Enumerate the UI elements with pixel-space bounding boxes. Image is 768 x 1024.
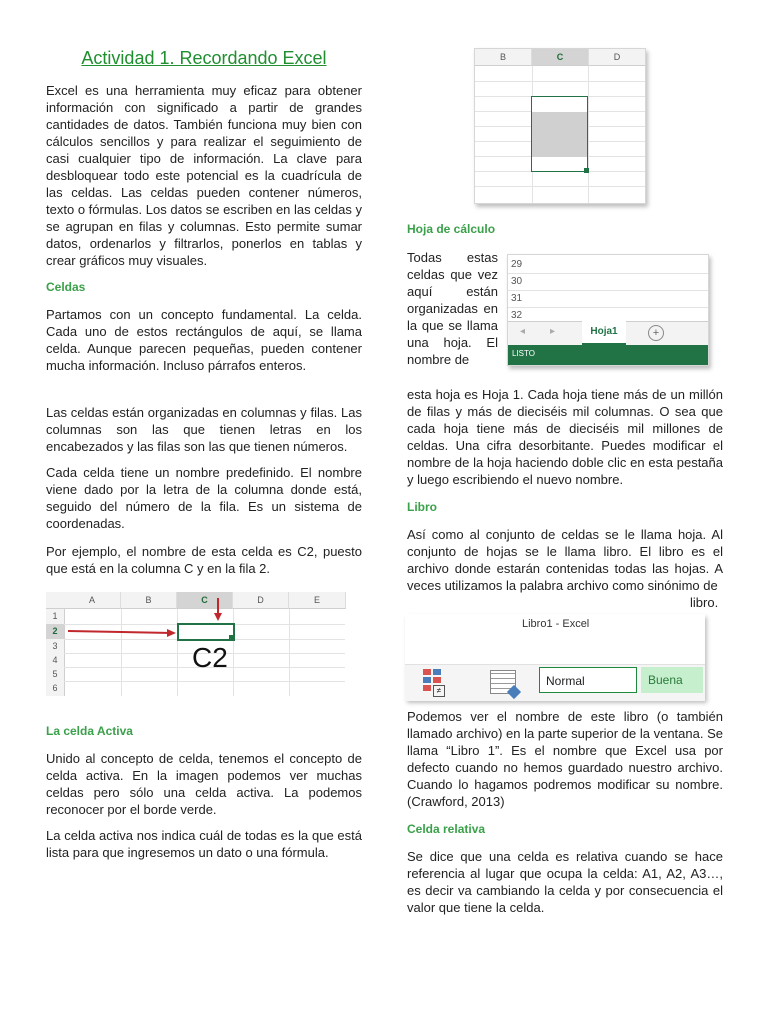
sheet-tab-figure [507,254,709,366]
heading-celdas: Celdas [46,280,86,294]
intro-paragraph: Excel es una herramienta muy eficaz para obtener información con significado a partir de grandes cantidades de datos. También funciona muy bien con cálculos sencillos y para realizar el seguimiento de casi cualquier tipo de información. La clave para desbloquear todo este potencial es la cuadrícula de las celdas. Las celdas pueden contener números, texto o fórmulas. Los datos se escriben en las celdas y se agrupan en filas y columnas. Esto permite sumar datos, ordenarlos y filtrarlos, ponerlos en tablas y crear gráficos muy visuales. [46,83,362,268]
heading-libro: Libro [407,500,437,514]
status-text: LISTO [512,349,535,358]
hoja-paragraph-rest: esta hoja es Hoja 1. Cada hoja tiene más de un millón de filas y más de dieciséis mil columnas. O sea que cada hoja tiene más de dieciséis mil millones de celdas. Una cifra desorbitante. Puedes modificar el nombre de la hoja haciendo doble clic en esta pestaña y luego escribiendo el nuevo nombre. [407,387,723,487]
row-header-29: 29 [508,257,529,273]
column-header-d: D [233,592,289,609]
scroll-left-icon[interactable]: ◂ [520,326,526,337]
celdas-paragraph-4: Por ejemplo, el nombre de esta celda es C2, puesto que está en la columna C y en la fila 2. [46,544,362,576]
c2-cell-figure [46,592,358,696]
column-header-c: C [532,49,589,66]
row-header-1: 1 [46,609,65,624]
c2-label: C2 [192,642,228,673]
celdas-paragraph-1: Partamos con un concepto fundamental. La celda. Cada uno de estos rectángulos de aquí, se llama celda. Aunque parecen pequeñas, pueden contener mucha información. Incluso párrafos enteros. [46,307,362,373]
page-title: Actividad 1. Recordando Excel [81,48,327,68]
style-normal[interactable] [539,667,637,693]
style-buena[interactable] [641,667,703,693]
column-header-b: B [475,49,532,66]
column-header-e: E [289,592,346,609]
add-sheet-icon[interactable]: + [648,325,664,341]
celdas-paragraph-3: Cada celda tiene un nombre predefinido. El nombre viene dado por la letra de la columna donde está, seguido del número de la fila. Es un sistema de coordenadas. [46,465,362,531]
row-header-31: 31 [508,291,529,307]
selected-range-figure [474,48,646,204]
libro-window-figure [405,614,705,700]
libro-paragraph-2: Podemos ver el nombre de este libro (o también llamado archivo) en la parte superior de la ventana. Se llama “Libro 1”. Es el nombre que Excel usa por defecto cuando no hemos guardado nuestro archivo. Cuando lo hagamos podremos modificar su nombre. (Crawford, 2013) [407,709,723,809]
row-header-2: 2 [46,624,65,639]
status-bar [508,345,708,365]
libro-paragraph-1: Así como al conjunto de celdas se le llama hoja. Al conjunto de hojas se le llama libro. El libro es el archivo donde estarán contenidas todas las hojas. A veces utilizamos la palabra archivo como sinónimo de [407,527,723,593]
heading-celda-relativa: Celda relativa [407,822,486,836]
style-buena-label: Buena [648,673,683,687]
activa-paragraph-1: Unido al concepto de celda, tenemos el concepto de celda activa. En la imagen podemos ver muchas celdas pero sólo una celda activa. La podemos reconocer por el borde verde. [46,751,362,817]
hoja-paragraph-side: Todas estas celdas que vez aquí están organizadas en la que se llama una hoja. El nombre de [407,250,498,367]
column-header-d: D [589,49,645,66]
conditional-format-icon[interactable]: ≠ [423,669,445,695]
row-header-30: 30 [508,274,529,290]
row-header-5: 5 [46,667,65,681]
activa-paragraph-2: La celda activa nos indica cuál de todas es la que está lista para que ingresemos un dato o una fórmula. [46,828,362,860]
row-header-6: 6 [46,681,65,696]
column-header-c: C [177,592,233,609]
window-title: Libro1 - Excel [522,618,590,630]
column-header-b: B [121,592,177,609]
sheet-tab-hoja1[interactable] [582,321,626,345]
column-header-a: A [64,592,121,609]
row-header-3: 3 [46,639,65,653]
selected-range [531,96,588,172]
sheet-tab-label: Hoja1 [590,326,618,337]
style-normal-label: Normal [546,674,585,688]
heading-celda-activa: La celda Activa [46,724,133,738]
row-header-32: 32 [508,308,529,321]
celdas-paragraph-2: Las celdas están organizadas en columnas y filas. Las columnas son las que tienen letras en los encabezados y las filas son las que tienen números. [46,405,362,454]
heading-hoja: Hoja de cálculo [407,222,496,236]
relativa-paragraph-1: Se dice que una celda es relativa cuando se hace referencia al lugar que ocupa la celda: A1, A2, A3…, es decir va cambiando la celda y por consecuencia el valor que tiene la celda. [407,849,723,915]
libro-paragraph-1-end: libro. [690,595,719,610]
scroll-right-icon[interactable]: ▸ [550,326,556,337]
format-table-icon[interactable] [490,670,516,694]
row-header-4: 4 [46,653,65,667]
